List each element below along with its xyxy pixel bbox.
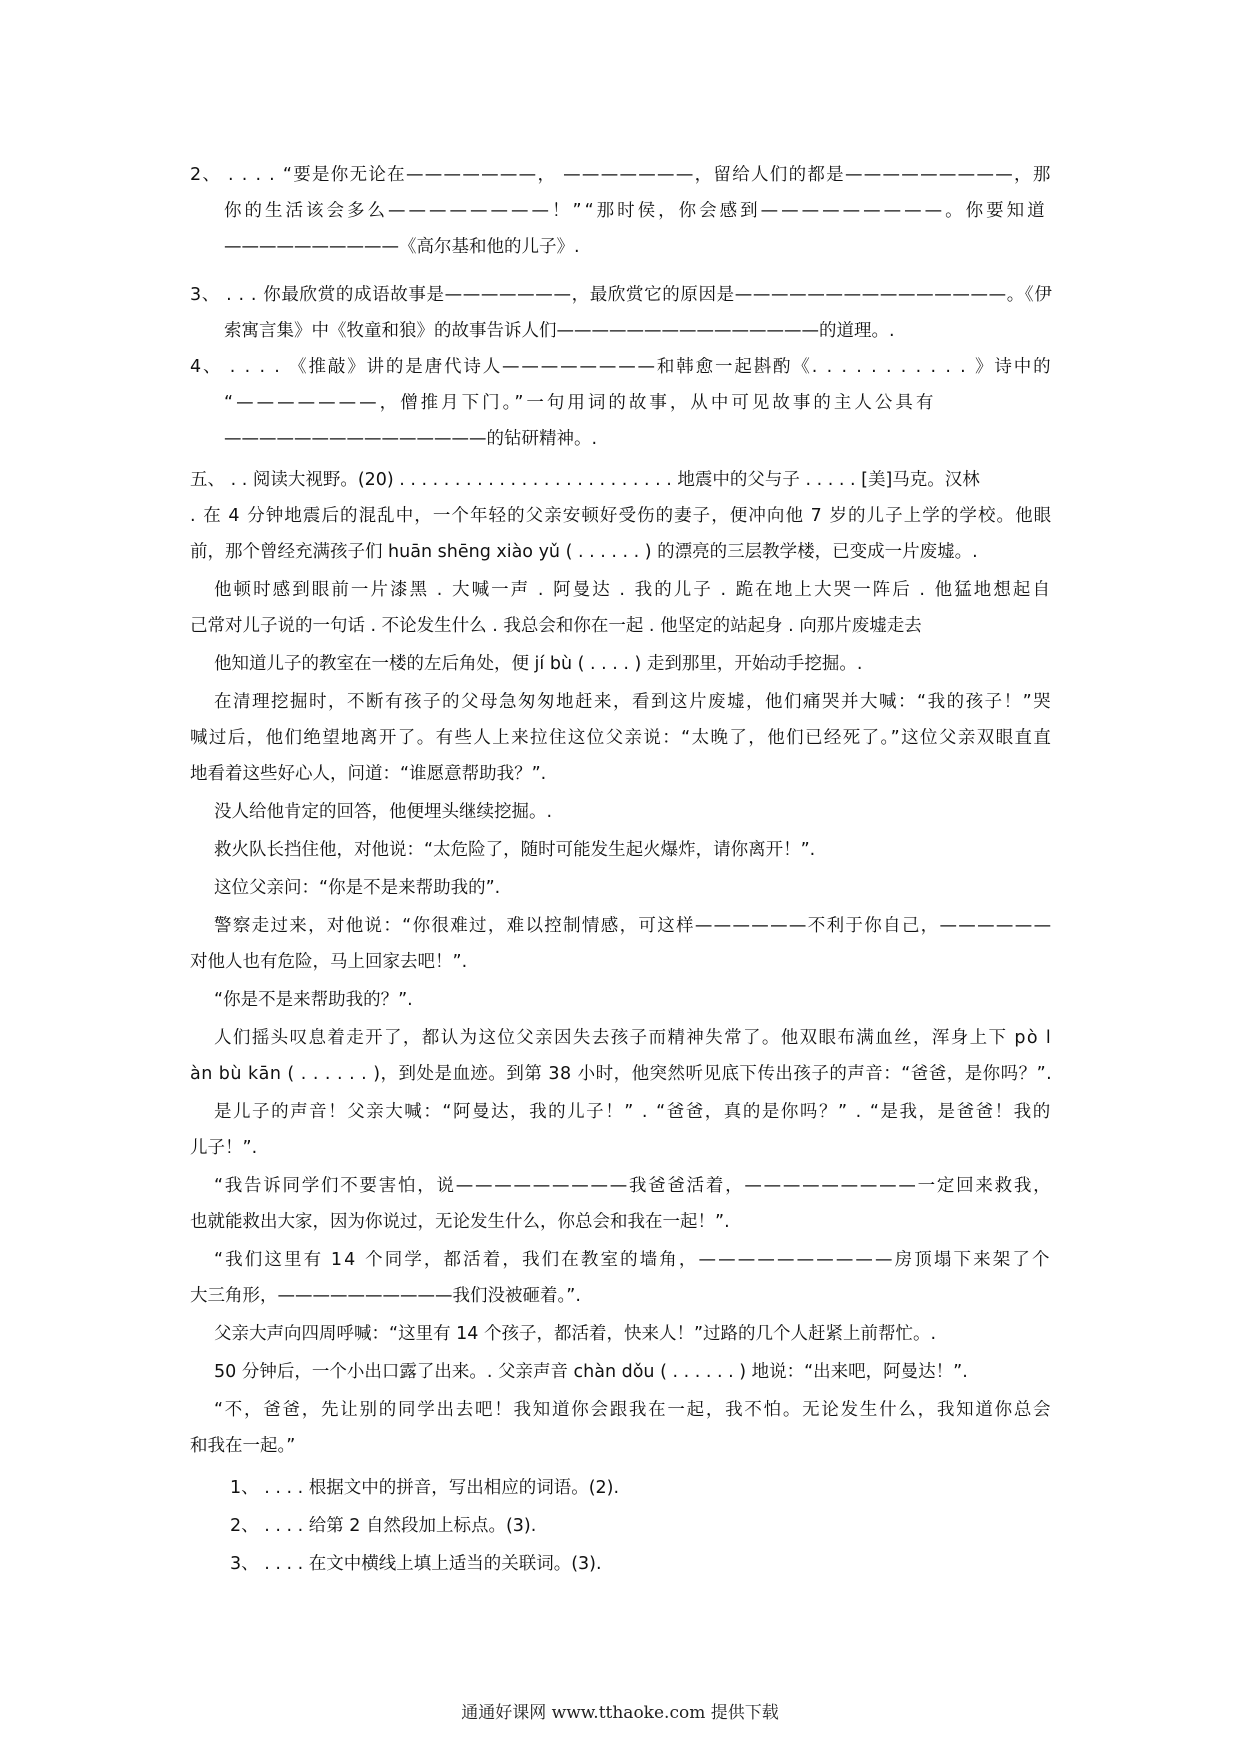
text-line: “我告诉同学们不要害怕，说—————————我爸爸活着，—————————一定回来救我， [214,1176,1053,1196]
text-line: 对他人也有危险，马上回家去吧！”. [190,952,468,972]
text-line: 他知道儿子的教室在一楼的左后角处，便 jí bù ( . . . . ) 走到那里，开始动手挖掘。. [214,654,863,674]
text-line: 索寓言集》中《牧童和狼》的故事告诉人们———————————————的道理。. [224,321,895,341]
text-line: 4、 . . . . 《推敲》讲的是唐代诗人————————和韩愈一起斟酌《. . . . . . . . . . . 》诗中的 [190,357,1053,377]
text-line: 和我在一起。” [190,1436,296,1456]
text-line: 也就能救出大家，因为你说过，无论发生什么，你总会和我在一起！”. [190,1212,730,1232]
text-line: 儿子！”. [190,1138,258,1158]
text-line: . 在 4 分钟地震后的混乱中，一个年轻的父亲安顿好受伤的妻子，便冲向他 7 岁的儿子上学的学校。他眼 [190,506,1053,526]
text-line: 己常对儿子说的一句话 . 不论发生什么 . 我总会和你在一起 . 他坚定的站起身 . 向那片废墟走去 [190,616,922,636]
text-line: 没人给他肯定的回答，他便埋头继续挖掘。. [214,802,553,822]
text-line: 这位父亲问：“你是不是来帮助我的”. [214,878,501,898]
text-line: 2、 . . . . 给第 2 自然段加上标点。(3). [230,1516,537,1536]
text-line: 你的生活该会多么————————！”“那时侯，你会感到—————————。你要知道 [224,201,1048,221]
text-line: 1、 . . . . 根据文中的拼音，写出相应的词语。(2). [230,1478,620,1498]
text-line: “———————，僧推月下门。”一句用词的故事，从中可见故事的主人公具有 [224,393,937,413]
text-line: 2、 . . . . “要是你无论在———————， ———————，留给人们的都是—————————，那 [190,165,1052,185]
text-line: “不，爸爸，先让别的同学出去吧！我知道你会跟我在一起，我不怕。无论发生什么，我知道你总会 [214,1400,1053,1420]
page-footer: 通通好课网 www.tthaoke.com 提供下载 [461,1703,779,1723]
text-line: 救火队长挡住他，对他说：“太危险了，随时可能发生起火爆炸，请你离开！”. [214,840,816,860]
text-line: 在清理挖掘时，不断有孩子的父母急匆匆地赶来，看到这片废墟，他们痛哭并大喊：“我的孩子！”哭 [214,692,1053,712]
text-line: 3、 . . . 你最欣赏的成语故事是———————，最欣赏它的原因是———————————————。《伊 [190,285,1053,305]
text-line: 父亲大声向四周呼喊：“这里有 14 个孩子，都活着，快来人！”过路的几个人赶紧上前帮忙。. [214,1324,937,1344]
text-line: 警察走过来，对他说：“你很难过，难以控制情感，可这样——————不利于你自己，—————— [214,916,1053,936]
text-line: 前，那个曾经充满孩子们 huān shēng xiào yǔ ( . . . . . . ) 的漂亮的三层教学楼，已变成一片废墟。. [190,542,978,562]
text-line: 是儿子的声音！父亲大喊：“阿曼达，我的儿子！” . “爸爸，真的是你吗？” . “是我，是爸爸！我的 [214,1102,1052,1122]
text-line: 人们摇头叹息着走开了，都认为这位父亲因失去孩子而精神失常了。他双眼布满血丝，浑身上下 pò l [214,1028,1053,1048]
text-line: 喊过后，他们绝望地离开了。有些人上来拉住这位父亲说：“太晚了，他们已经死了。”这位父亲双眼直直 [190,728,1053,748]
text-line: 五、 . . 阅读大视野。(20) . . . . . . . . . . . . . . . . . . . . . . . . . 地震中的父与子 . . . . . [美]马克。汉林 [190,470,980,490]
text-line: ———————————————的钻研精神。. [224,429,598,449]
text-line: “我们这里有 14 个同学，都活着，我们在教室的墙角，——————————房顶塌下来架了个 [214,1250,1052,1270]
text-line: 大三角形，——————————我们没被砸着。”. [190,1286,581,1306]
text-line: 50 分钟后，一个小出口露了出来。. 父亲声音 chàn dǒu ( . . . . . . ) 地说：“出来吧，阿曼达！”. [214,1362,968,1382]
text-line: ——————————《高尔基和他的儿子》. [224,237,580,257]
text-line: 3、 . . . . 在文中横线上填上适当的关联词。(3). [230,1554,602,1574]
text-line: 他顿时感到眼前一片漆黑 . 大喊一声 . 阿曼达 . 我的儿子 . 跪在地上大哭一阵后 . 他猛地想起自 [214,580,1052,600]
text-line: àn bù kān ( . . . . . . )，到处是血迹。到第 38 小时，他突然听见底下传出孩子的声音：“爸爸，是你吗？”. [190,1064,1053,1084]
text-line: “你是不是来帮助我的？”. [214,990,413,1010]
text-line: 地看着这些好心人，问道：“谁愿意帮助我？”. [190,764,547,784]
